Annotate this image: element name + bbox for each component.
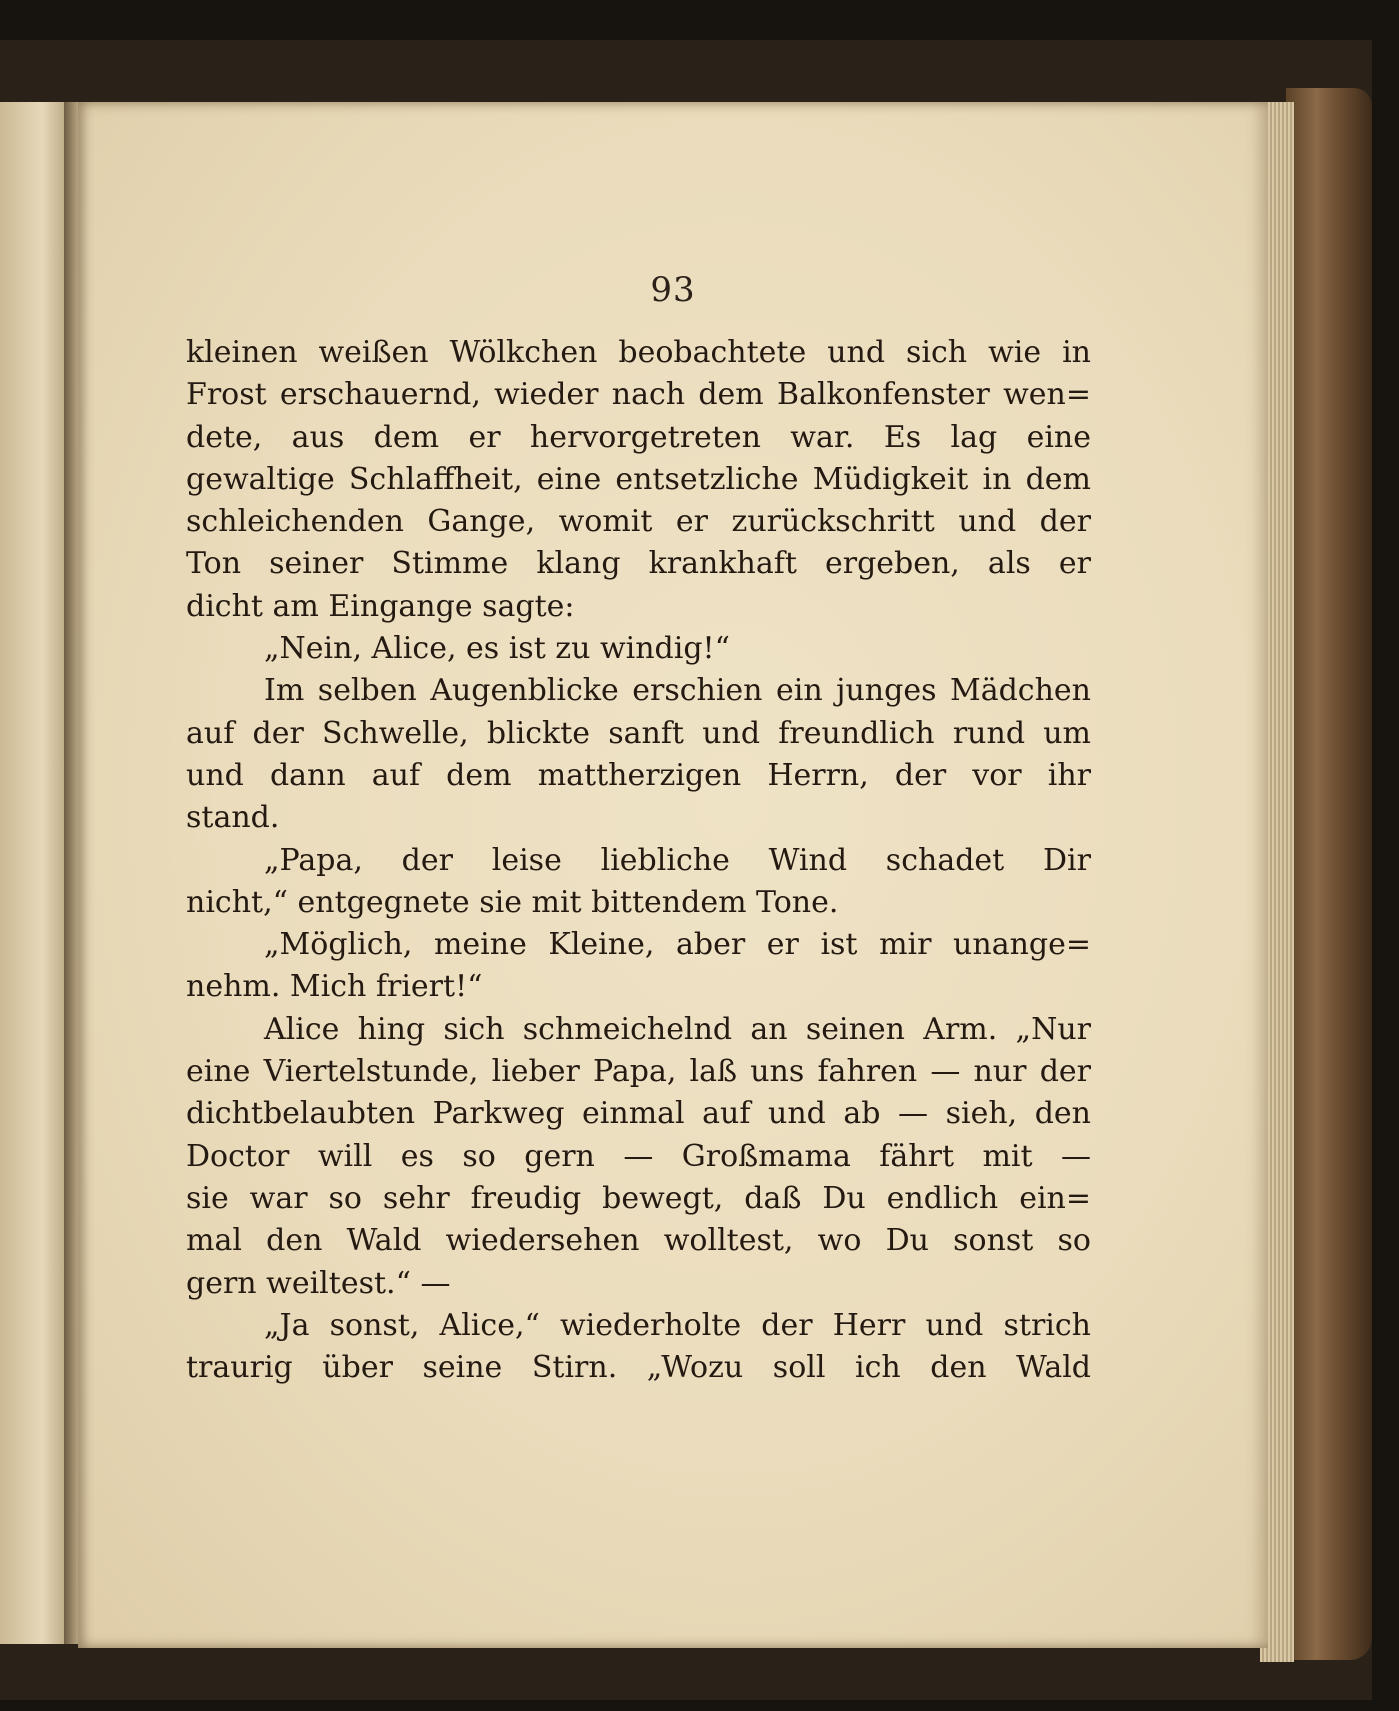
text-line: traurig über seine Stirn. „Wozu soll ich den Wald [186,1350,1091,1386]
text-line: Ton seiner Stimme klang krankhaft ergeben, als er [186,546,1091,582]
text-line: Alice hing sich schmeichelnd an seinen Arm. „Nur [264,1011,1091,1047]
text-line: nicht,“ entgegnete sie mit bittendem Tone. [186,884,839,920]
text-line: auf der Schwelle, blickte sanft und freundlich rund um [186,715,1091,751]
text-line: kleinen weißen Wölkchen beobachtete und sich wie in [186,335,1091,370]
text-line: stand. [186,800,280,836]
text-line: „Möglich, meine Kleine, aber er ist mir unange= [264,927,1091,963]
text-line: gewaltige Schlaffheit, eine entsetzliche Müdigkeit in dem [186,461,1091,497]
book-page [78,102,1268,1648]
text-line: schleichenden Gange, womit er zurückschritt und der [186,504,1091,540]
text-line: Doctor will es so gern — Großmama fährt mit — [186,1138,1091,1174]
body-text [186,332,1091,1389]
text-line: nehm. Mich friert!“ [186,969,483,1005]
text-line: „Ja sonst, Alice,“ wiederholte der Herr und strich [264,1307,1091,1343]
text-line: sie war so sehr freudig bewegt, daß Du endlich ein= [186,1180,1091,1216]
text-line: „Nein, Alice, es ist zu windig!“ [264,631,730,667]
text-line: und dann auf dem mattherzigen Herrn, der vor ihr [186,757,1091,793]
page-number: 93 [650,270,696,310]
text-line: mal den Wald wiedersehen wolltest, wo Du sonst so [186,1223,1091,1259]
book [0,40,1372,1700]
text-line: dichtbelaubten Parkweg einmal auf und ab — sieh, den [186,1096,1091,1132]
text-line: eine Viertelstunde, lieber Papa, laß uns fahren — nur der [186,1054,1091,1090]
text-line: dete, aus dem er hervorgetreten war. Es lag eine [186,419,1091,455]
text-line: gern weiltest.“ — [186,1265,451,1301]
text-line: dicht am Eingange sagte: [186,588,575,624]
book-cover-edge [1286,88,1372,1660]
text-line: Frost erschauernd, wieder nach dem Balkonfenster wen= [186,377,1091,413]
facing-page-fragment [0,102,70,1644]
text-line: Im selben Augenblicke erschien ein junges Mädchen [264,673,1091,709]
text-line: „Papa, der leise liebliche Wind schadet Dir [264,842,1091,878]
